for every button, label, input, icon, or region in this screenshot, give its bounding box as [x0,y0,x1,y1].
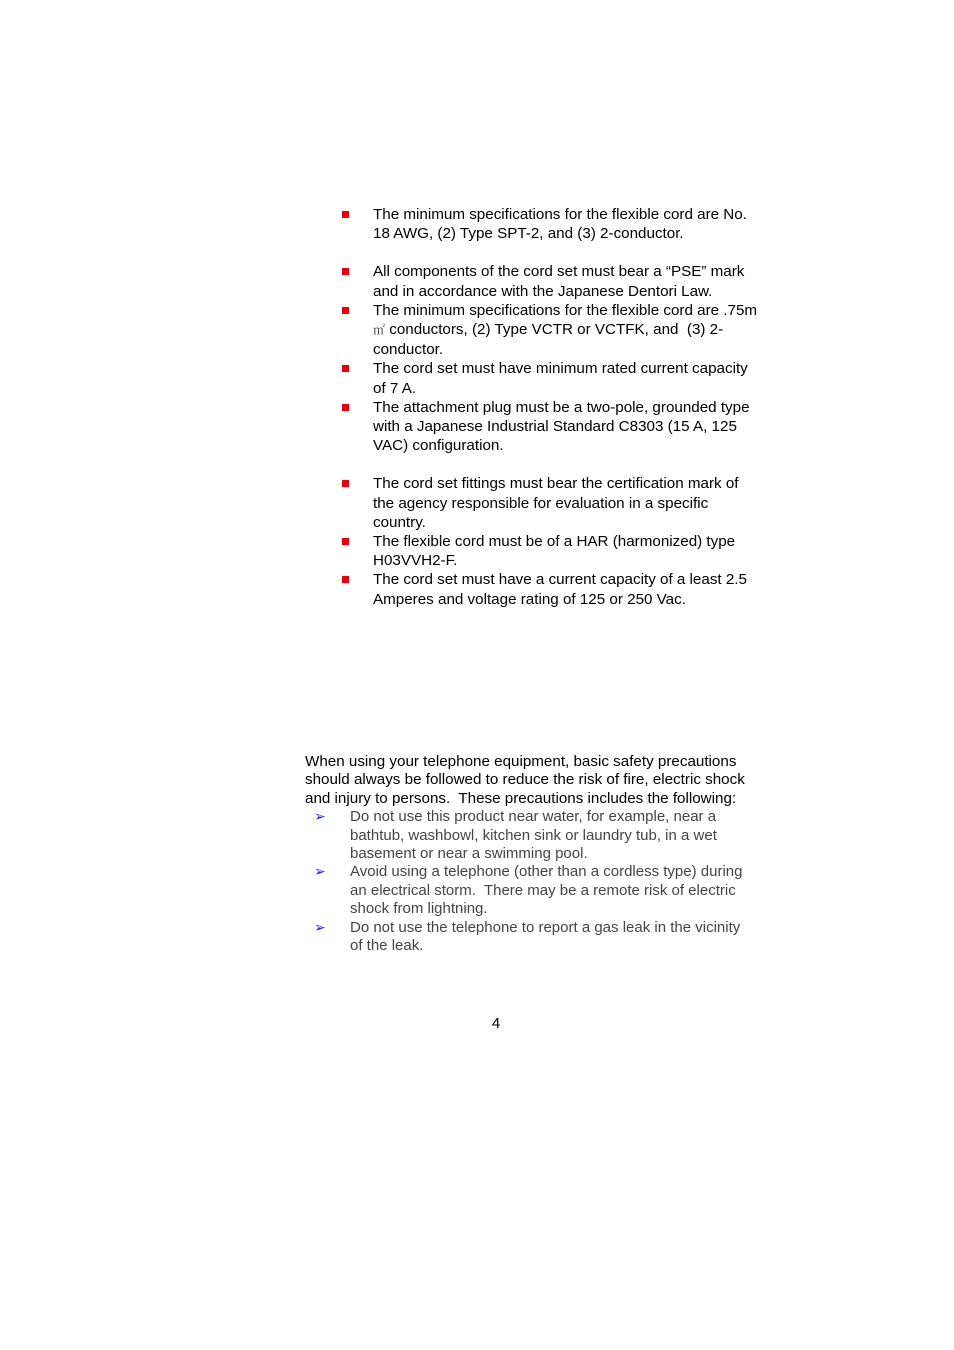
list-item [305,919,755,956]
list-item-text: The flexible cord must be of a HAR (harmonized) type H03VVH2-F. [373,533,736,570]
list-item [340,474,760,532]
square-bullet-icon [342,480,349,487]
list-item-text: Do not use this product near water, for example, near a bathtub, washbowl, kitchen sink or laundry tub, in a wet basement or near a swimming pool. [350,808,717,863]
list-item [305,863,755,918]
cord-requirements-list [340,205,760,609]
list-item-text: All components of the cord set must bear a “PSE” mark and in accordance with the Japanese Dentori Law. [373,263,745,300]
list-item [340,532,760,570]
list-item [340,398,760,456]
list-item [340,262,760,300]
square-bullet-icon [342,576,349,583]
arrow-bullet-icon: ➢ [314,809,326,826]
list-item [305,808,755,863]
safety-intro-paragraph: When using your telephone equipment, basic safety precautions should always be followed to reduce the risk of fire, electric shock and injury to persons. These precautions includes the following: [305,753,745,807]
square-meter-unit: ㎡ [373,323,386,338]
square-bullet-icon [342,404,349,411]
arrow-bullet-icon: ➢ [314,919,326,936]
list-item-text: The cord set must have a current capacity of a least 2.5 Amperes and voltage rating of 125 or 250 Vac. [373,571,747,608]
list-item-text: The attachment plug must be a two-pole, grounded type with a Japanese Industrial Standard C8303 (15 A, 125 VAC) configuration. [373,398,750,455]
square-bullet-icon [342,211,349,218]
list-item-text: The minimum specifications for the flexible cord are No. 18 AWG, (2) Type SPT-2, and (3) 2-conductor. [373,206,747,243]
safety-precautions-list [305,808,755,955]
square-bullet-icon [342,268,349,275]
page-number: 4 [491,1015,501,1032]
list-item [340,301,760,360]
list-item [340,205,760,243]
safety-precautions-section [305,753,755,955]
list-item-text: Do not use the telephone to report a gas leak in the vicinity of the leak. [350,918,741,955]
square-bullet-icon [342,365,349,372]
list-item [340,570,760,608]
list-item-text: Avoid using a telephone (other than a cordless type) during an electrical storm. There may be a remote risk of electric shock from lightning. [350,863,743,918]
square-bullet-icon [342,538,349,545]
list-item [340,359,760,397]
list-item-text: The cord set fittings must bear the certification mark of the agency responsible for evaluation in a specific country. [373,475,739,531]
arrow-bullet-icon: ➢ [314,864,326,881]
list-item-text: The minimum specifications for the flexible cord are .75m ㎡ conductors, (2) Type VCTR or VCTFK, and (3) 2-conductor. [373,301,758,359]
list-item-text: The cord set must have minimum rated current capacity of 7 A. [373,360,748,397]
square-bullet-icon [342,307,349,314]
